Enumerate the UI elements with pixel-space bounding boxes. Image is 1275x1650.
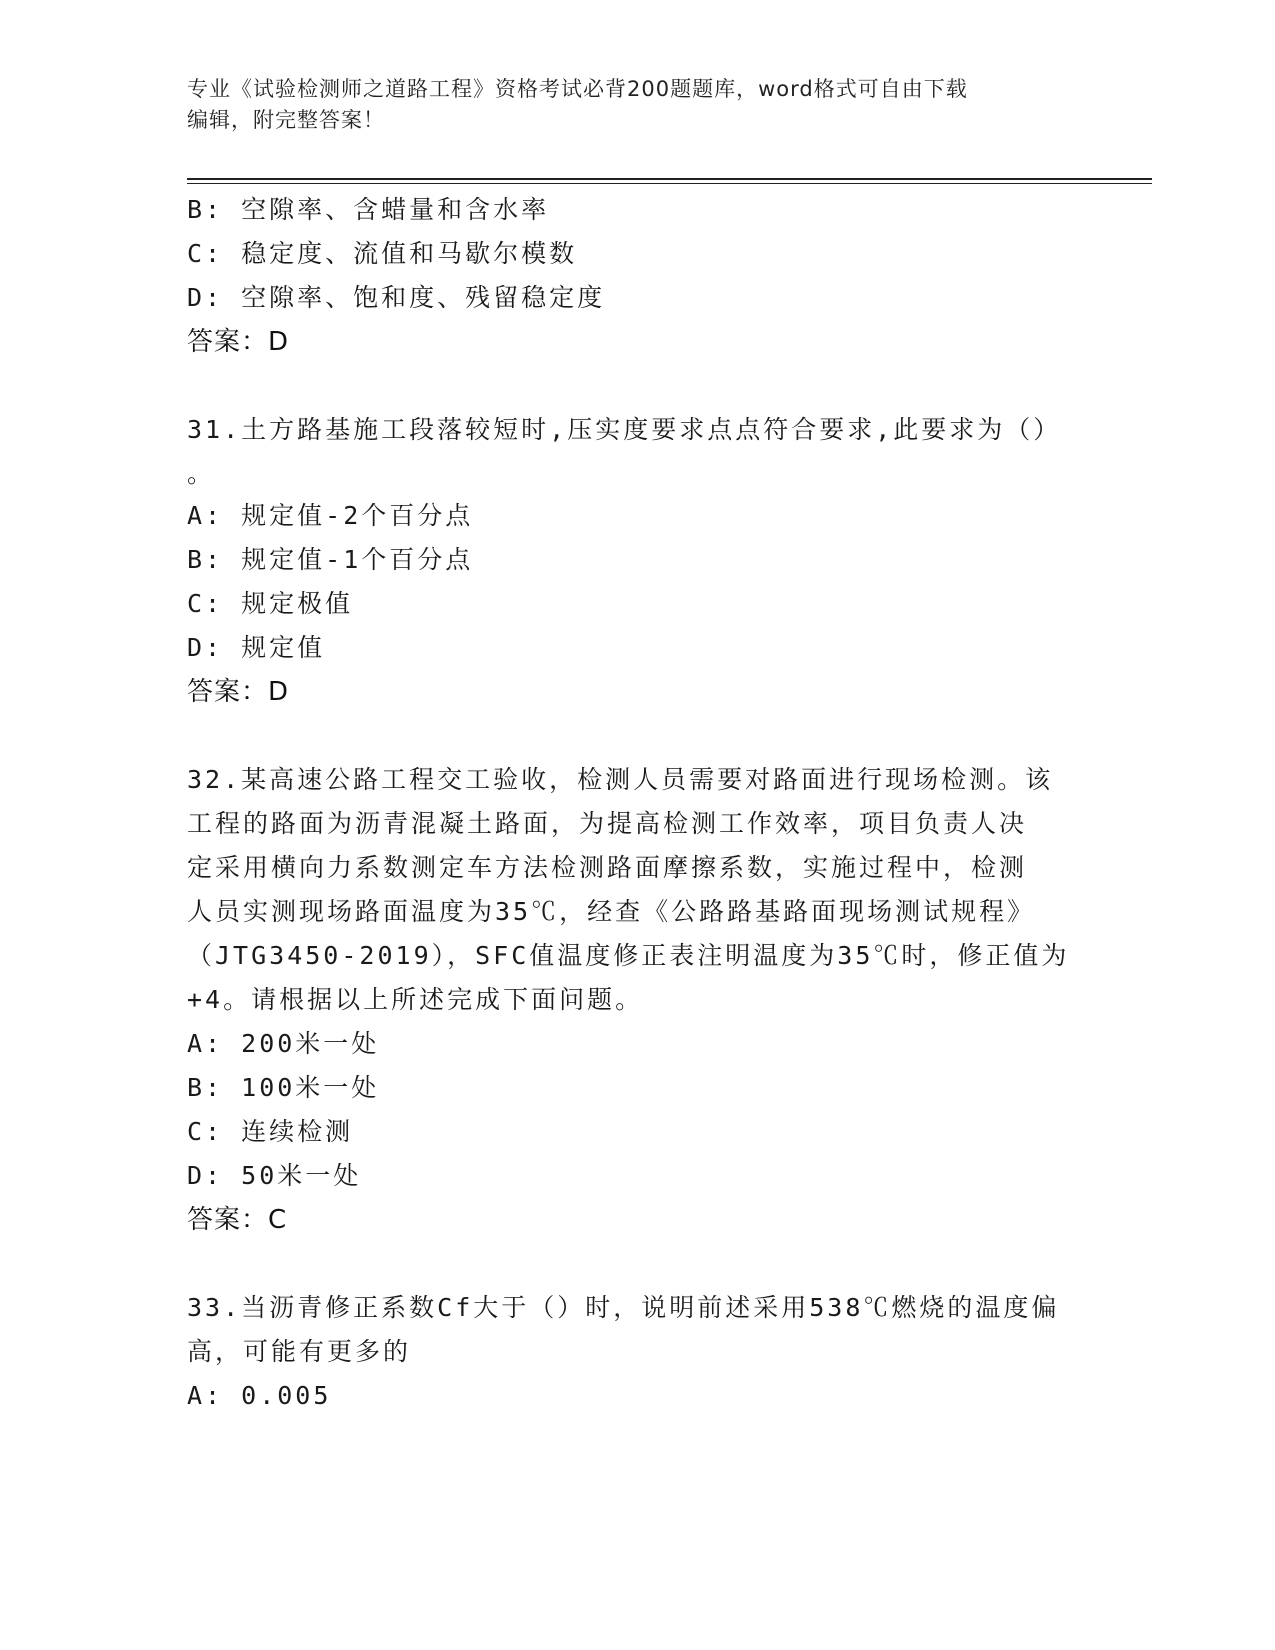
question-31-line-1: 31.土方路基施工段落较短时,压实度要求点点符合要求,此要求为（） (187, 415, 1062, 444)
question-32-line-6: +4。请根据以上所述完成下面问题。 (187, 985, 644, 1014)
question-32-line-3: 定采用横向力系数测定车方法检测路面摩擦系数，实施过程中，检测 (187, 853, 1028, 882)
q32-option-a: A: 200米一处 (187, 1029, 380, 1058)
document-header (187, 74, 1087, 136)
header-line-1: 专业《试验检测师之道路工程》资格考试必背200题题库，word格式可自由下载 (187, 77, 968, 101)
header-rule-thin (187, 183, 1152, 184)
q32-option-d: D: 50米一处 (187, 1161, 362, 1190)
q31-answer: 答案：D (187, 677, 290, 707)
q32-option-c: C: 连续检测 (187, 1117, 354, 1146)
option-d: D: 空隙率、饱和度、残留稳定度 (187, 283, 606, 312)
q31-option-c: C: 规定极值 (187, 589, 354, 618)
q33-option-a: A: 0.005 (187, 1381, 332, 1410)
answer-line: 答案：D (187, 327, 290, 357)
q31-option-d: D: 规定值 (187, 633, 326, 662)
question-31-line-2: 。 (187, 459, 216, 488)
question-33-line-1: 33.当沥青修正系数Cf大于（）时，说明前述采用538℃燃烧的温度偏 (187, 1293, 1060, 1322)
q31-option-a: A: 规定值-2个百分点 (187, 501, 474, 530)
question-32-line-4: 人员实测现场路面温度为35℃，经查《公路路基路面现场测试规程》 (187, 897, 1036, 926)
question-32-line-2: 工程的路面为沥青混凝土路面，为提高检测工作效率，项目负责人决 (187, 809, 1028, 838)
question-32-line-5: （JTG3450-2019），SFC值温度修正表注明温度为35℃时，修正值为 (187, 941, 1070, 970)
header-rule-thick (187, 178, 1152, 180)
option-c: C: 稳定度、流值和马歇尔模数 (187, 239, 578, 268)
header-line-2: 编辑，附完整答案！ (187, 108, 385, 132)
q32-answer: 答案：C (187, 1205, 288, 1235)
question-33-line-2: 高，可能有更多的 (187, 1337, 412, 1366)
option-b: B: 空隙率、含蜡量和含水率 (187, 195, 550, 224)
question-32-line-1: 32.某高速公路工程交工验收，检测人员需要对路面进行现场检测。该 (187, 765, 1054, 794)
q32-option-b: B: 100米一处 (187, 1073, 380, 1102)
q31-option-b: B: 规定值-1个百分点 (187, 545, 474, 574)
